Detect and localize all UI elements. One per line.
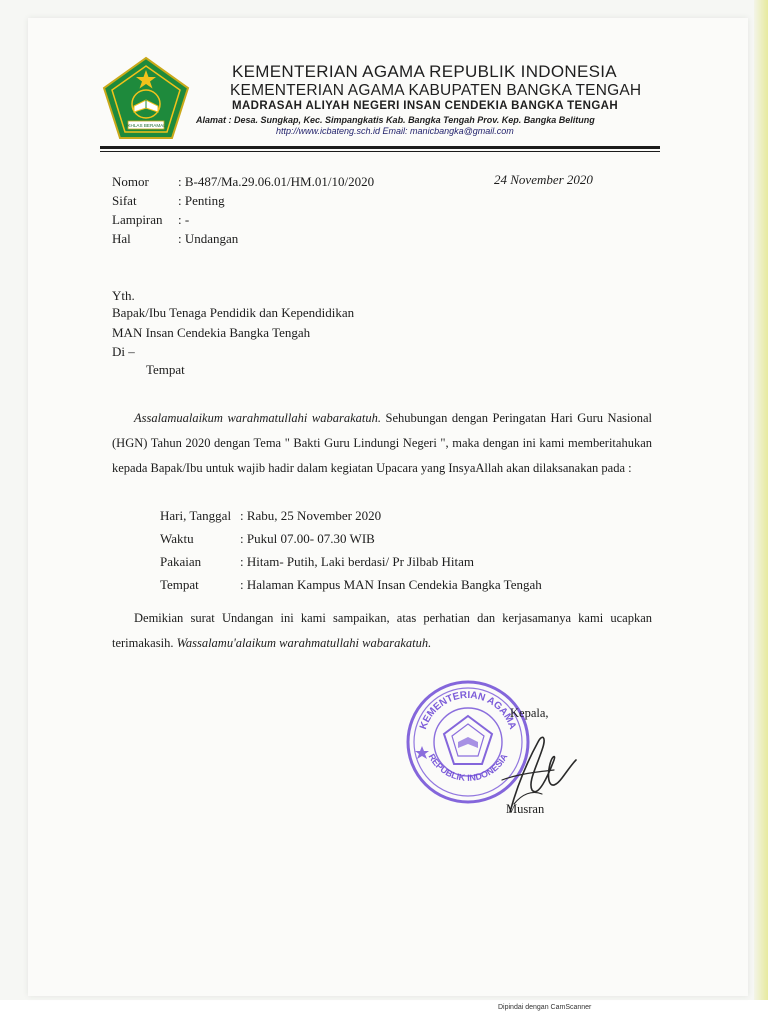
- letterhead-line-3: MADRASAH ALIYAH NEGERI INSAN CENDEKIA BANGKA TENGAH: [232, 100, 619, 112]
- scanner-watermark: Dipindai dengan CamScanner: [498, 1004, 592, 1011]
- detail-label-place: Tempat: [160, 577, 199, 592]
- signatory-name: Musran: [506, 802, 545, 816]
- body-paragraph-text: Sehubungan dengan Peringatan Hari Guru Nasional (HGN) Tahun 2020 dengan Tema " Bakti Guru Lindungi Negeri ", maka dengan ini kami memberitahukan kepada Bapak/Ibu untuk wajib hadir dalam kegiatan Upacara yang InsyaAllah akan dilaksanakan pada :: [112, 411, 652, 475]
- detail-value-place: : Halaman Kampus MAN Insan Cendekia Bangka Tengah: [240, 577, 542, 592]
- stamp-bottom-text: REPUBLIK INDONESIA: [426, 751, 510, 783]
- recipient-line-1: Bapak/Ibu Tenaga Pendidik dan Kependidikan: [112, 305, 355, 320]
- logo-caption: IKHLAS BERAMAL: [126, 123, 166, 129]
- body-paragraph: [112, 406, 652, 481]
- nomor-label: Nomor: [112, 174, 149, 189]
- greeting-text: Assalamualaikum warahmatullahi wabarakatuh.: [134, 411, 381, 425]
- detail-value-time: : Pukul 07.00- 07.30 WIB: [240, 531, 375, 546]
- nomor-value: : B-487/Ma.29.06.01/HM.01/10/2020: [178, 174, 375, 189]
- letterhead-rule-thick: [100, 146, 660, 149]
- letterhead-rule-thin: [100, 151, 660, 152]
- lampiran-label: Lampiran: [112, 212, 163, 227]
- letterhead-line-2: KEMENTERIAN AGAMA KABUPATEN BANGKA TENGAH: [230, 82, 642, 99]
- detail-value-dress: : Hitam- Putih, Laki berdasi/ Pr Jilbab Hitam: [240, 554, 474, 569]
- letterhead-address: Alamat : Desa. Sungkap, Kec. Simpangkatis Kab. Bangka Tengah Prov. Kep. Bangka Belitung: [196, 115, 595, 125]
- signature-title: Kepala,: [510, 706, 549, 720]
- scan-edge: [754, 0, 768, 1000]
- detail-label-date: Hari, Tanggal: [160, 508, 232, 523]
- sifat-label: Sifat: [112, 193, 137, 208]
- recipient-line-2: MAN Insan Cendekia Bangka Tengah: [112, 325, 311, 340]
- closing-salam: Wassalamu'alaikum warahmatullahi wabarakatuh.: [173, 636, 432, 650]
- hal-label: Hal: [112, 231, 131, 246]
- detail-value-date: : Rabu, 25 November 2020: [240, 508, 382, 523]
- ministry-logo: [100, 56, 192, 142]
- stamp-top-text: KEMENTERIAN AGAMA: [418, 689, 518, 731]
- sifat-value: : Penting: [178, 193, 225, 208]
- hal-value: : Undangan: [178, 231, 239, 246]
- recipient-line-3: Di –: [112, 344, 135, 359]
- closing-paragraph: [112, 606, 652, 656]
- letter-paper: [28, 18, 748, 996]
- letter-date: 24 November 2020: [494, 172, 593, 187]
- letterhead-line-1: KEMENTERIAN AGAMA REPUBLIK INDONESIA: [232, 62, 617, 81]
- letterhead-contact: http://www.icbateng.sch.id Email: manicbangka@gmail.com: [276, 126, 514, 136]
- detail-label-dress: Pakaian: [160, 554, 202, 569]
- recipient-line-4: Tempat: [146, 362, 185, 377]
- closing-text: Demikian surat Undangan ini kami sampaikan, atas perhatian dan kerjasamanya kami ucapkan terimakasih.: [112, 611, 652, 650]
- detail-label-time: Waktu: [160, 531, 194, 546]
- lampiran-value: : -: [178, 212, 190, 227]
- recipient-yth: Yth.: [112, 288, 135, 303]
